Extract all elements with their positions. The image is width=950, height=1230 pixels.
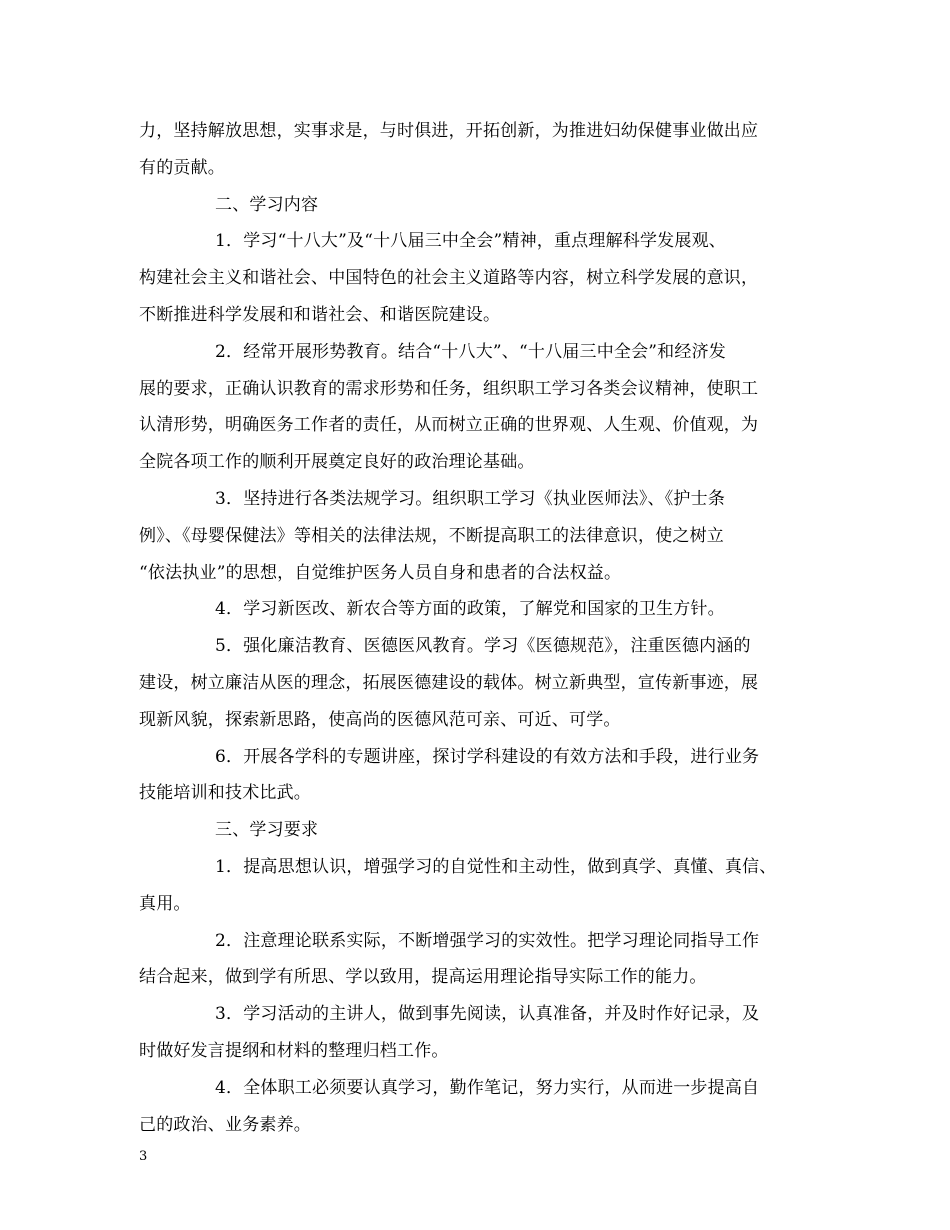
text-line: 2．经常开展形势教育。结合“十八大”、“十八届三中全会”和经济发 (215, 341, 726, 362)
text-line: 展的要求，正确认识教育的需求形势和任务，组织职工学习各类会议精神，使职工 (139, 378, 759, 399)
text-line: 真用。 (139, 893, 191, 914)
text-line: 构建社会主义和谐社会、中国特色的社会主义道路等内容，树立科学发展的意识， (139, 268, 759, 289)
text-line: 4．学习新医改、新农合等方面的政策，了解党和国家的卫生方针。 (215, 599, 725, 620)
text-line: 2．注意理论联系实际，不断增强学习的实效性。把学习理论同指导工作 (215, 930, 760, 951)
text-line: 时做好发言提纲和材料的整理归档工作。 (139, 1040, 449, 1061)
section-heading: 二、学习内容 (215, 194, 319, 215)
text-line: 认清形势，明确医务工作者的责任，从而树立正确的世界观、人生观、价值观，为 (139, 415, 759, 436)
text-line: 5．强化廉洁教育、医德医风教育。学习《医德规范》，注重医德内涵的 (215, 636, 751, 657)
text-line: 6．开展各学科的专题讲座，探讨学科建设的有效方法和手段，进行业务 (215, 746, 760, 767)
text-line: 例》、《母婴保健法》等相关的法律法规，不断提高职工的法律意识，使之树立 (139, 525, 724, 546)
text-line: 3．坚持进行各类法规学习。组织职工学习《执业医师法》、《护士条 (215, 488, 726, 509)
text-line: 不断推进科学发展和和谐社会、和谐医院建设。 (139, 304, 501, 325)
text-line: 现新风貌，探索新思路，使高尚的医德风范可亲、可近、可学。 (139, 709, 621, 730)
text-line: 1．提高思想认识，增强学习的自觉性和主动性，做到真学、真懂、真信、 (215, 856, 777, 877)
section-heading: 三、学习要求 (215, 820, 319, 841)
text-line: “依法执业”的思想，自觉维护医务人员自身和患者的合法权益。 (139, 562, 622, 583)
page-number: 3 (139, 1149, 148, 1164)
text-line: 结合起来，做到学有所思、学以致用，提高运用理论指导实际工作的能力。 (139, 967, 707, 988)
text-line: 4．全体职工必须要认真学习，勤作笔记，努力实行，从而进一步提高自 (215, 1077, 760, 1098)
document-body (139, 113, 829, 1143)
text-line: 己的政治、业务素养。 (139, 1114, 311, 1135)
text-line: 3．学习活动的主讲人，做到事先阅读，认真准备，并及时作好记录，及 (215, 1004, 760, 1025)
text-line: 技能培训和技术比武。 (139, 783, 311, 804)
text-line: 有的贡献。 (139, 157, 225, 178)
text-line: 力，坚持解放思想，实事求是，与时俱进，开拓创新，为推进妇幼保健事业做出应 (139, 121, 759, 141)
text-line: 1．学习“十八大”及“十八届三中全会”精神，重点理解科学发展观、 (215, 231, 726, 252)
text-line: 全院各项工作的顺利开展奠定良好的政治理论基础。 (139, 452, 535, 473)
text-line: 建设，树立廉洁从医的理念，拓展医德建设的载体。树立新典型，宣传新事迹，展 (139, 672, 759, 693)
